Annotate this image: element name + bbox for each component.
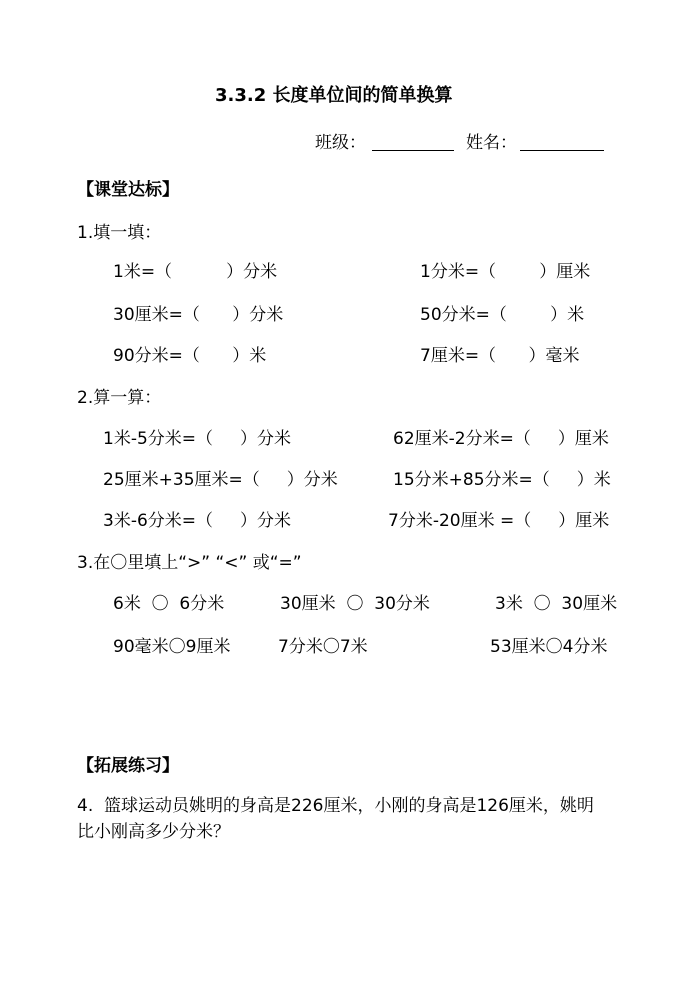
class-blank[interactable] [372,134,454,151]
q1-item: 1米=（ ）分米 [113,262,278,282]
q1-item: 7厘米=（ ）毫米 [420,346,580,366]
q2-item: 25厘米+35厘米=（ ）分米 [103,470,338,490]
q3-item: 6米 〇 6分米 [113,594,225,614]
q2-title: 2.算一算： [77,388,162,408]
class-label: 班级： [315,133,366,153]
q3-item: 90毫米〇9厘米 [113,637,231,657]
q1-item: 50分米=（ ）米 [420,305,585,325]
section-extension: 【拓展练习】 [77,756,179,776]
q1-item: 90分米=（ ）米 [113,346,267,366]
section-classroom: 【课堂达标】 [77,180,179,200]
q3-item: 53厘米〇4分米 [490,637,608,657]
q3-item: 7分米〇7米 [278,637,368,657]
q2-item: 62厘米-2分米=（ ）厘米 [393,429,609,449]
q2-item: 15分米+85分米=（ ）米 [393,470,611,490]
name-blank[interactable] [520,134,604,151]
q2-item: 1米-5分米=（ ）分米 [103,429,292,449]
q1-item: 30厘米=（ ）分米 [113,305,284,325]
q4-line1: 4. 篮球运动员姚明的身高是226厘米，小刚的身高是126厘米，姚明 [77,796,594,816]
q2-item: 3米-6分米=（ ）分米 [103,511,292,531]
q3-title: 3.在〇里填上“>” “<” 或“=” [77,553,302,573]
q3-item: 3米 〇 30厘米 [495,594,618,614]
q4-line2: 比小刚高多少分米？ [77,822,230,842]
q1-title: 1.填一填： [77,223,162,243]
q1-item: 1分米=（ ）厘米 [420,262,591,282]
q2-item: 7分米-20厘米 =（ ）厘米 [388,511,610,531]
page-title: 3.3.2 长度单位间的简单换算 [215,85,453,106]
name-label: 姓名： [466,133,517,153]
q3-item: 30厘米 〇 30分米 [280,594,430,614]
